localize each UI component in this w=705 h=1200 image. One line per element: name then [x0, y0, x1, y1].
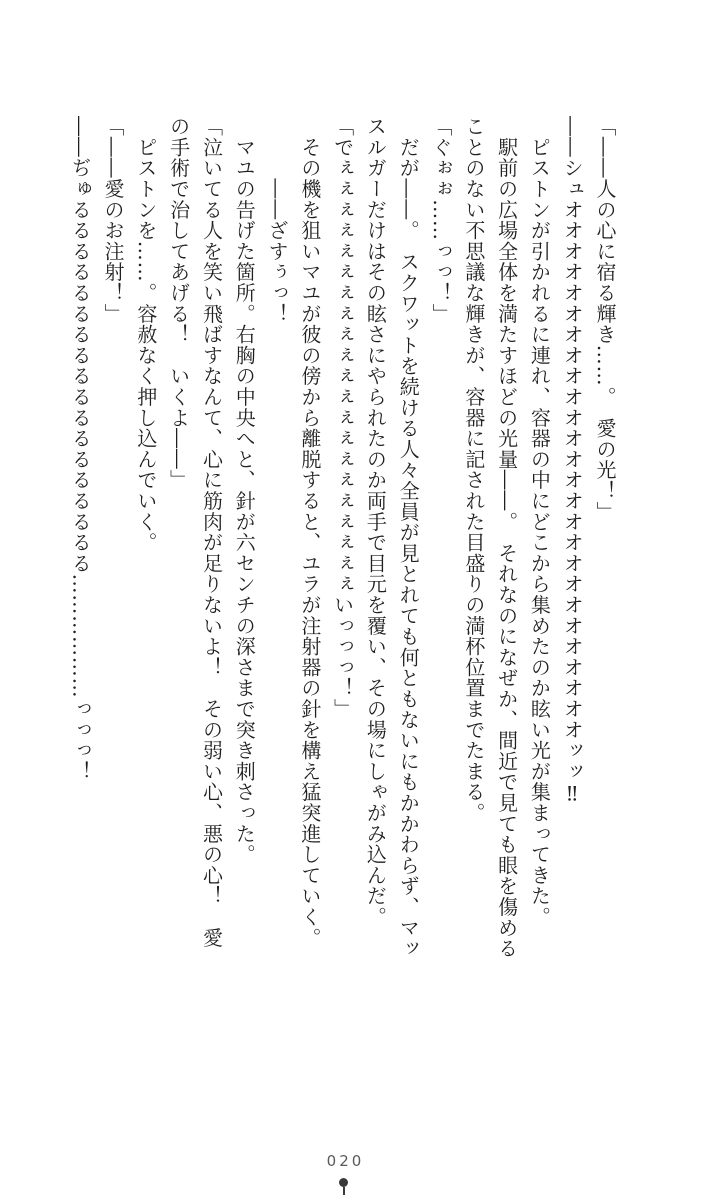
pin-dot-icon: [339, 1178, 348, 1187]
text-column-6: 「ぐぉぉ……っっ！」: [429, 116, 454, 324]
text-column-1: 「――人の心に宿る輝き……。 愛の光！」: [593, 116, 617, 522]
text-column-17: ――ぢゅるるるるるるるるるるるるるるるるるる………………っっっ！: [68, 116, 93, 782]
text-column-2: ――シュオオオオオオオオオオオオオオオオオオオオオオオオオオッッ‼: [560, 116, 585, 807]
pin-stem: [343, 1187, 345, 1195]
text-column-9: 「でぇぇぇぇぇぇぇぇぇぇぇぇぇぇぇぇぇぇぇぇぇいっっっ！」: [330, 116, 355, 720]
pin-ornament: [339, 1178, 348, 1195]
vertical-text-block: [63, 116, 621, 1016]
text-column-12: マユの告げた箇所。右胸の中央へと、針が六センチの深さまで突き刺さった。: [232, 116, 257, 865]
text-column-10: その機を狙いマユが彼の傍から離脱すると、ユラが注射器の針を構え猛突進していく。: [297, 116, 322, 948]
page-number: 020: [326, 1152, 365, 1170]
text-column-3: ピストンが引かれるに連れ、容器の中にどこから集めたのか眩い光が集まってきた。: [527, 116, 552, 928]
text-column-14: の手術で治してあげる！ いくよ――」: [166, 116, 191, 491]
text-column-16: 「――愛のお注射！」: [101, 116, 126, 324]
text-column-8: スルガーだけはその眩さにやられたのか両手で目元を覆い、その場にしゃがみ込んだ。: [363, 116, 388, 928]
text-column-7: だが――。 スクワットを続ける人々全員が見とれても何ともないにもかかわらず、マッ: [396, 116, 421, 959]
text-column-4: 駅前の広場全体を満たすほどの光量――。 それなのになぜか、間近で見ても眼を傷める: [494, 116, 519, 959]
text-column-15: ピストンを……。容赦なく押し込んでいく。: [133, 116, 158, 553]
text-column-11: ――ざすぅっ！: [265, 116, 290, 324]
text-column-13: 「泣いてる人を笑い飛ばすなんて、心に筋肉が足りないよ！ その弱い心、悪の心！ 愛: [199, 116, 224, 948]
text-column-5: ことのない不思議な輝きが、容器に記された目盛りの満杯位置までたまる。: [461, 116, 486, 824]
